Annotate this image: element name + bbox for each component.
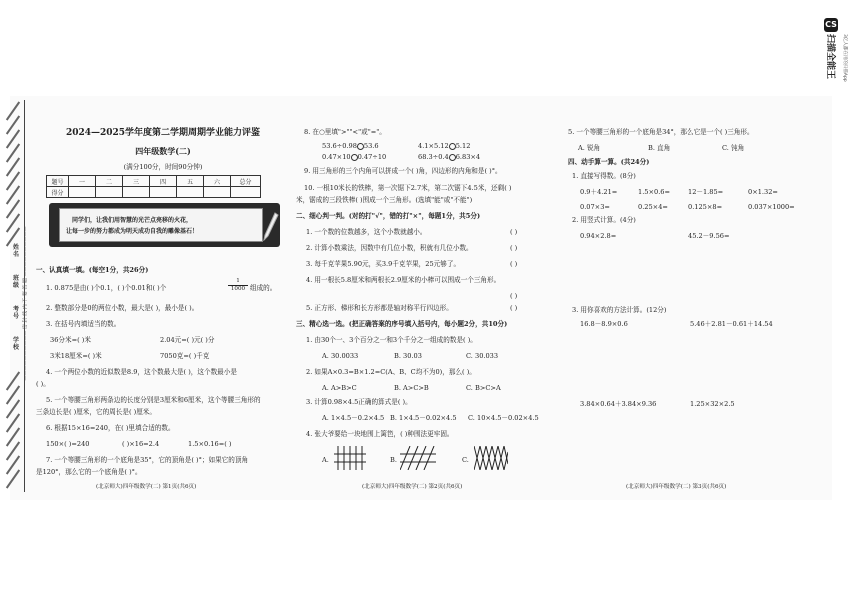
question-text: 7. 一个等腰三角形的一个底角是35°，它的顶角是( )°；如果它的顶角 [46, 456, 249, 464]
question-text: 三条边长是( )厘米，它的周长是( )厘米。 [36, 408, 156, 416]
question-text: 2.04元=( )元( )分 [160, 336, 215, 344]
margin-label: 姓名 [12, 244, 19, 258]
calc-item: 3.84×0.64＋3.84×9.36 [580, 400, 657, 408]
question-text: ( )。 [36, 380, 50, 388]
calc-item: 16.8－8.9×0.6 [580, 320, 628, 328]
camscanner-logo: CS [824, 18, 838, 32]
answer-bracket[interactable]: ( ) [510, 228, 518, 236]
question-text: 8. 在○里填">""<"或"="。 [304, 128, 386, 136]
score-cell[interactable] [204, 187, 231, 198]
section-heading: 二、细心判一判。(对的打"√"，错的打"×"，每题1分，共5分) [296, 212, 481, 220]
compare-circle[interactable] [351, 154, 358, 161]
question-text: 10. 一根10米长的铁棒，第一次锯下2.7米，第二次锯下4.5米，还剩( ) [304, 184, 512, 192]
score-cell[interactable] [123, 187, 150, 198]
table-row [47, 187, 261, 198]
exam-info: (满分100分，时间90分钟) [123, 163, 203, 171]
answer-bracket[interactable]: ( ) [510, 304, 518, 312]
choice-option: C. 钝角 [722, 144, 745, 152]
judge-item: 5. 正方形、梯形和长方形都是轴对称平行四边形。 [306, 304, 453, 312]
calc-item: 0×1.32= [748, 188, 778, 196]
choice-option: B. A>C>B [394, 384, 429, 392]
margin-label: 班级 [12, 275, 19, 289]
question-text: 3. 用你喜欢的方法计算。(12分) [572, 306, 667, 314]
margin-label: 考号 [12, 306, 19, 320]
question-text: 组成的。 [250, 284, 277, 292]
calc-item: 0.037×1000= [748, 203, 795, 211]
score-table [46, 175, 261, 198]
compare-circle[interactable] [449, 143, 456, 150]
score-cell[interactable] [231, 187, 261, 198]
judge-item: 3. 每千克苹果5.90元，买3.9千克苹果，25元够了。 [306, 260, 461, 268]
score-cell[interactable] [69, 187, 96, 198]
compare-circle[interactable] [449, 154, 456, 161]
page-footer: (北京师大)四年级数学(二) 第1页(共6页) [96, 484, 197, 490]
question-text: 1. 直接写得数。(8分) [572, 172, 636, 180]
question-text: 9. 用三角形的三个内角可以拼成一个( )角，四边形的内角和是( )°。 [304, 167, 502, 175]
choice-option: C. 30.033 [466, 352, 499, 360]
choice-option: B. 直角 [648, 144, 671, 152]
judge-item: 4. 用一根长5.8厘米和两根长2.9厘米的小棒可以围成一个三角形。 [306, 276, 501, 284]
answer-bracket[interactable]: ( ) [510, 244, 518, 252]
score-cell[interactable] [96, 187, 123, 198]
page-footer: (北京师大)四年级数学(二) 第2页(共6页) [362, 484, 463, 490]
motto-banner [49, 203, 280, 247]
calc-item: 5.46＋2.81－0.61＋14.54 [690, 320, 773, 328]
question-text: 36分米=( )米 [50, 336, 91, 344]
choice-question: 5. 一个等腰三角形的一个底角是34°，那么它是一个( )三角形。 [568, 128, 754, 136]
compare-item: 4.1×5.12 5.12 [418, 142, 471, 150]
pen-icon [261, 211, 279, 241]
motto-line: 同学们，让我们用智慧的光芒点亮移的火花， [72, 217, 193, 224]
question-text: ( )×16=2.4 [122, 440, 160, 448]
judge-item: 2. 计算小数乘法，因数中有几位小数，积就有几位小数。 [306, 244, 473, 252]
score-cell[interactable] [150, 187, 177, 198]
question-text: 1. 0.875是由( )个0.1，( )个0.01和( )个 [46, 284, 167, 292]
table-cell: 五 [177, 176, 204, 187]
question-text: 150×( )=240 [46, 440, 90, 448]
section-heading: 三、精心选一选。(把正确答案的序号填入括号内，每小题2分，共10分) [296, 320, 508, 328]
choice-option: A. 30.0033 [322, 352, 359, 360]
question-text: 6. 根据15×16=240，在( )里填合适的数。 [46, 424, 175, 432]
fence-triangle-icon [474, 446, 508, 470]
fence-grid-icon [332, 446, 366, 470]
table-cell: 四 [150, 176, 177, 187]
question-text: 1.5×0.16=( ) [188, 440, 232, 448]
answer-bracket[interactable]: ( ) [510, 260, 518, 268]
calc-item: 1.5×0.6= [638, 188, 671, 196]
question-text: 是120°，那么它的一个底角是( )°。 [36, 468, 142, 476]
table-cell: 总分 [231, 176, 261, 187]
fraction [228, 278, 248, 293]
compare-item: 53.6÷0.98 53.6 [322, 142, 379, 150]
compare-item: 0.47×10 0.47÷10 [322, 153, 387, 161]
calc-item: 0.25×4= [638, 203, 668, 211]
calc-item: 0.9＋4.21= [580, 188, 618, 196]
choice-option: B. 30.03 [394, 352, 422, 360]
compare-circle[interactable] [357, 143, 364, 150]
calc-item: 45.2－9.56= [688, 232, 730, 240]
exam-title: 2024—2025学年度第二学期周期学业能力评鉴 [65, 128, 261, 138]
fraction-denominator: 1000 [230, 286, 246, 292]
margin-label: 学校 [12, 337, 19, 351]
compare-item: 68.3÷0.4 6.83×4 [418, 153, 481, 161]
section-heading: 四、动手算一算。(共24分) [568, 158, 650, 166]
motto-line: 让每一步的努力都成为明天成功自我的雕像基石！ [66, 228, 199, 235]
table-cell: 得分 [47, 187, 69, 198]
table-cell: 六 [204, 176, 231, 187]
fence-slant-icon [400, 446, 436, 470]
table-cell: 一 [69, 176, 96, 187]
page-footer: (北京师大)四年级数学(二) 第3页(共6页) [626, 484, 727, 490]
choice-option: C. [462, 456, 469, 464]
choice-question: 1. 由30个一、3个百分之一和3个千分之一组成的数是( )。 [306, 336, 477, 344]
choice-option: A. A>B>C [322, 384, 357, 392]
choice-option: A. 1×4.5－0.2×4.5 [322, 414, 385, 422]
question-text: 3米18厘米=( )米 [50, 352, 102, 360]
choice-option: B. 1×4.5－0.02×4.5 [390, 414, 457, 422]
section-heading: 一、认真填一填。(每空1分，共26分) [36, 266, 149, 274]
choice-option: C. 10×4.5－0.02×4.5 [468, 414, 539, 422]
motto-panel [59, 208, 263, 242]
calc-item: 12－1.85= [688, 188, 724, 196]
calc-item: 0.125×8= [688, 203, 723, 211]
table-row [47, 176, 261, 187]
judge-item: 1. 一个数的位数越多，这个小数就越小。 [306, 228, 427, 236]
choice-option: B. [390, 456, 397, 464]
watermark-subtitle: 3亿人都在用的扫描App [842, 34, 847, 82]
calc-item: 1.25×32×2.5 [690, 400, 735, 408]
calc-item: 0.07×3= [580, 203, 610, 211]
choice-question: 3. 计算0.98×4.5正确的算式是( )。 [306, 398, 412, 406]
seal-line-label: —————————— 密 封 线 内 不 要 答 题 —————————— [22, 226, 29, 381]
calc-item: 0.94×2.8= [580, 232, 617, 240]
question-text: 米，锯成的三段铁棒( )围成一个三角形。(选填"能"或"不能") [296, 196, 473, 204]
choice-question: 2. 如果A×0.3=B×1.2=C(A、B、C均不为0)，那么( )。 [306, 368, 476, 376]
table-cell: 二 [96, 176, 123, 187]
question-text: 3. 在括号内填适当的数。 [46, 320, 121, 328]
table-cell: 三 [123, 176, 150, 187]
score-cell[interactable] [177, 187, 204, 198]
watermark-name: 扫描全能王 [825, 34, 835, 80]
question-text: 2. 整数部分是0的两位小数，最大是( )，最小是( )。 [46, 304, 199, 312]
choice-option: C. B>C>A [466, 384, 501, 392]
exam-subtitle: 四年级数学(二) [135, 146, 191, 156]
question-text: 2. 用竖式计算。(4分) [572, 216, 636, 224]
table-cell: 题号 [47, 176, 69, 187]
question-text: 4. 一个两位小数的近似数是8.9，这个数最大是( )，这个数最小是 [46, 368, 237, 376]
choice-question: 4. 张大爷要给一块地围上篱笆，( )种围法更牢固。 [306, 430, 454, 438]
fraction-numerator: 1 [228, 278, 248, 286]
question-text: 7050克=( )千克 [160, 352, 210, 360]
question-text: 5. 一个等腰三角形两条边的长度分别是3厘米和6厘米，这个等腰三角形的 [46, 396, 261, 404]
choice-option: A. 锐角 [578, 144, 601, 152]
choice-option: A. [322, 456, 329, 464]
answer-bracket[interactable]: ( ) [510, 292, 518, 300]
